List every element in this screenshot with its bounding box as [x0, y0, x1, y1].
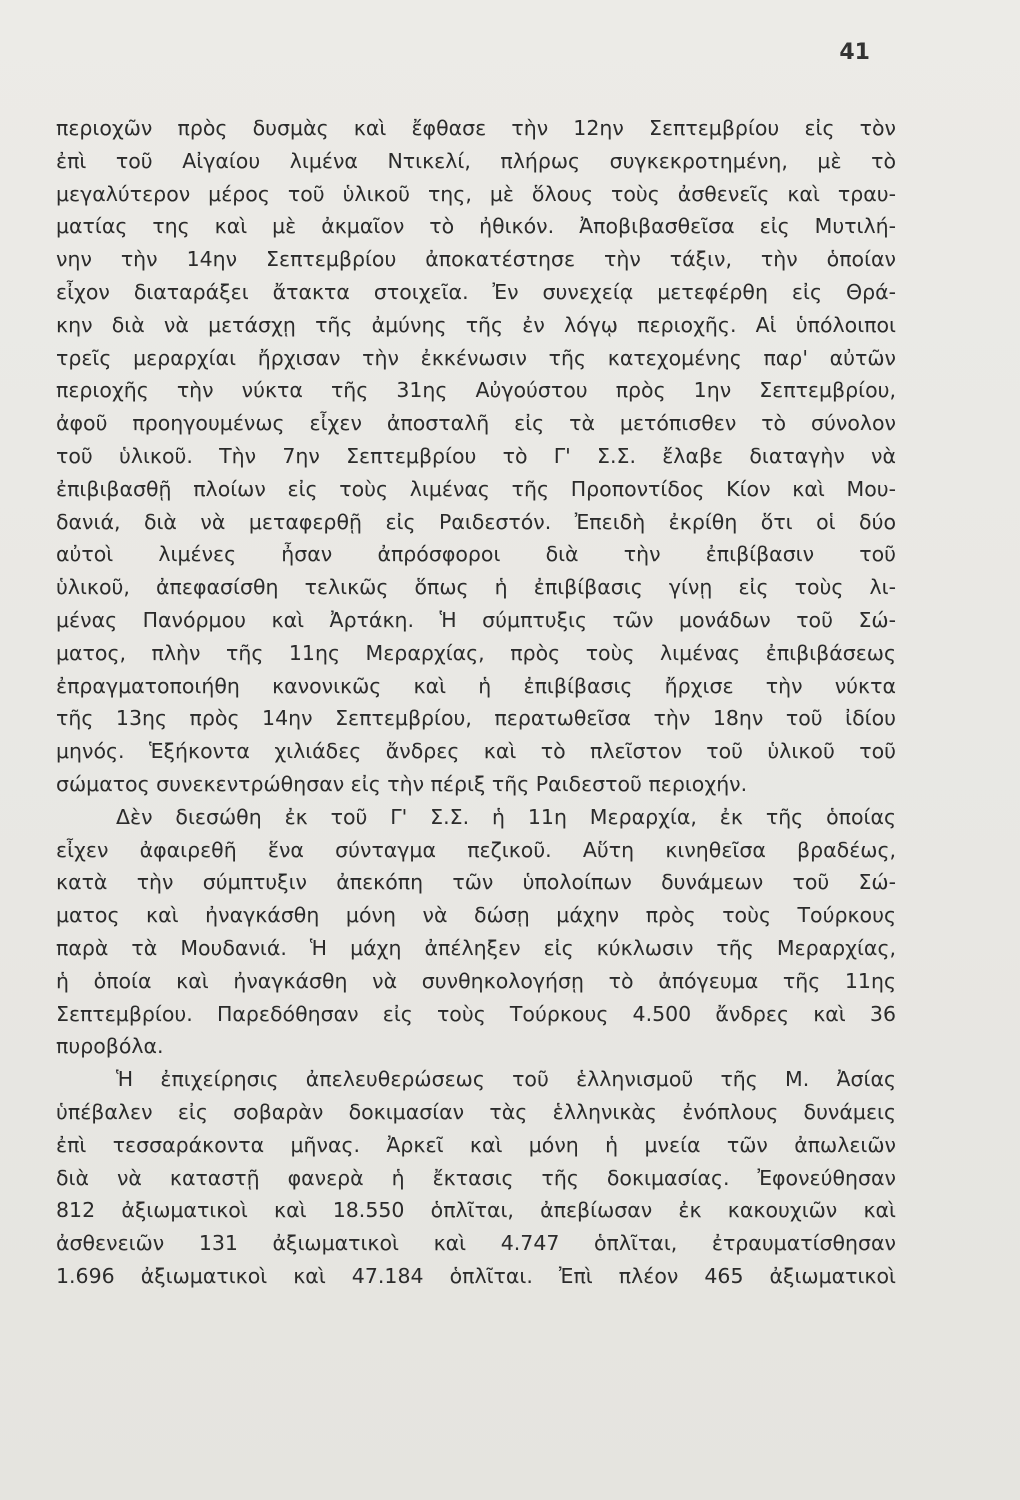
text-line: περιοχῶν πρὸς δυσμὰς καὶ ἔφθασε τὴν 12ην Σεπτεμβρίου εἰς τὸν	[56, 116, 896, 140]
text-line: Δὲν διεσώθη ἐκ τοῦ Γ' Σ.Σ. ἡ 11η Μεραρχία, ἐκ τῆς ὁποίας	[116, 804, 896, 829]
text-line: 1.696 ἀξιωματικοὶ καὶ 47.184 ὁπλῖται. Ἐπὶ πλέον 465 ἀξιωματικοὶ	[56, 1263, 896, 1288]
text-line: ἀσθενειῶν 131 ἀξιωματικοὶ καὶ 4.747 ὁπλῖται, ἐτραυματίσθησαν	[56, 1231, 896, 1256]
page-number: 41	[839, 40, 870, 65]
text-line: ἡ ὁποία καὶ ἠναγκάσθη νὰ συνθηκολογήσῃ τὸ ἀπόγευμα τῆς 11ης	[56, 968, 896, 993]
text-line: εἶχον διαταράξει ἄτακτα στοιχεῖα. Ἐν συνεχείᾳ μετεφέρθη εἰς Θρά-	[56, 279, 896, 304]
text-line: ὑπέβαλεν εἰς σοβαρὰν δοκιμασίαν τὰς ἑλληνικὰς ἐνόπλους δυνάμεις	[56, 1099, 896, 1124]
text-line: τρεῖς μεραρχίαι ἤρχισαν τὴν ἐκκένωσιν τῆς κατεχομένης παρ' αὐτῶν	[56, 345, 896, 370]
text-line: ματος καὶ ἠναγκάσθη μόνη νὰ δώσῃ μάχην πρὸς τοὺς Τούρκους	[56, 903, 896, 928]
text-line: ἀφοῦ προηγουμένως εἶχεν ἀποσταλῆ εἰς τὰ μετόπισθεν τὸ σύνολον	[56, 411, 896, 436]
text-line: εἶχεν ἀφαιρεθῆ ἕνα σύνταγμα πεζικοῦ. Αὕτη κινηθεῖσα βραδέως,	[56, 837, 896, 862]
text-line: μεγαλύτερον μέρος τοῦ ὑλικοῦ της, μὲ ὅλους τοὺς ἀσθενεῖς καὶ τραυ-	[56, 181, 896, 206]
text-line: σώματος συνεκεντρώθησαν εἰς τὴν πέριξ τῆς Ραιδεστοῦ περιοχήν.	[56, 771, 748, 796]
text-line: νην τὴν 14ην Σεπτεμβρίου ἀποκατέστησε τὴν τάξιν, τὴν ὁποίαν	[56, 247, 896, 272]
text-line: ἐπραγματοποιήθη κανονικῶς καὶ ἡ ἐπιβίβασις ἤρχισε τὴν νύκτα	[56, 673, 896, 698]
text-line: τῆς 13ης πρὸς 14ην Σεπτεμβρίου, περατωθεῖσα τὴν 18ην τοῦ ἰδίου	[56, 706, 896, 731]
text-line: Ἡ ἐπιχείρησις ἀπελευθερώσεως τοῦ ἑλληνισμοῦ τῆς Μ. Ἀσίας	[116, 1067, 896, 1092]
text-line: μηνός. Ἑξήκοντα χιλιάδες ἄνδρες καὶ τὸ πλεῖστον τοῦ ὑλικοῦ τοῦ	[56, 739, 896, 764]
text-line: περιοχῆς τὴν νύκτα τῆς 31ης Αὐγούστου πρὸς 1ην Σεπτεμβρίου,	[56, 378, 896, 403]
text-line: ὑλικοῦ, ἀπεφασίσθη τελικῶς ὅπως ἡ ἐπιβίβασις γίνῃ εἰς τοὺς λι-	[56, 575, 896, 600]
body-text	[56, 112, 896, 1293]
text-line: 812 ἀξιωματικοὶ καὶ 18.550 ὁπλῖται, ἀπεβίωσαν ἐκ κακουχιῶν καὶ	[56, 1198, 896, 1223]
text-line: πυροβόλα.	[56, 1034, 164, 1059]
text-line: ματος, πλὴν τῆς 11ης Μεραρχίας, πρὸς τοὺς λιμένας ἐπιβιβάσεως	[56, 640, 896, 665]
text-line: αὐτοὶ λιμένες ἦσαν ἀπρόσφοροι διὰ τὴν ἐπιβίβασιν τοῦ	[56, 542, 896, 567]
text-line: παρὰ τὰ Μουδανιά. Ἡ μάχη ἀπέληξεν εἰς κύκλωσιν τῆς Μεραρχίας,	[56, 935, 896, 960]
text-line: διὰ νὰ καταστῇ φανερὰ ἡ ἔκτασις τῆς δοκιμασίας. Ἐφονεύθησαν	[56, 1165, 896, 1190]
text-line: ἐπὶ τεσσαράκοντα μῆνας. Ἀρκεῖ καὶ μόνη ἡ μνεία τῶν ἀπωλειῶν	[56, 1132, 896, 1157]
text-line: κην διὰ νὰ μετάσχῃ τῆς ἀμύνης τῆς ἐν λόγῳ περιοχῆς. Αἱ ὑπόλοιποι	[56, 312, 896, 337]
text-line: Σεπτεμβρίου. Παρεδόθησαν εἰς τοὺς Τούρκους 4.500 ἄνδρες καὶ 36	[56, 1001, 896, 1026]
text-line: μένας Πανόρμου καὶ Ἀρτάκη. Ἡ σύμπτυξις τῶν μονάδων τοῦ Σώ-	[56, 607, 896, 632]
text-line: κατὰ τὴν σύμπτυξιν ἀπεκόπη τῶν ὑπολοίπων δυνάμεων τοῦ Σώ-	[56, 870, 896, 895]
text-line: τοῦ ὑλικοῦ. Τὴν 7ην Σεπτεμβρίου τὸ Γ' Σ.Σ. ἔλαβε διαταγὴν νὰ	[56, 443, 896, 468]
text-line: ἐπιβιβασθῇ πλοίων εἰς τοὺς λιμένας τῆς Προποντίδος Κίον καὶ Μου-	[56, 476, 896, 501]
text-line: ματίας της καὶ μὲ ἀκμαῖον τὸ ἠθικόν. Ἀποβιβασθεῖσα εἰς Μυτιλή-	[56, 214, 896, 239]
text-line: ἐπὶ τοῦ Αἰγαίου λιμένα Ντικελί, πλήρως συγκεκροτημένη, μὲ τὸ	[56, 148, 896, 173]
text-line: δανιά, διὰ νὰ μεταφερθῇ εἰς Ραιδεστόν. Ἐπειδὴ ἐκρίθη ὅτι οἱ δύο	[56, 509, 896, 534]
